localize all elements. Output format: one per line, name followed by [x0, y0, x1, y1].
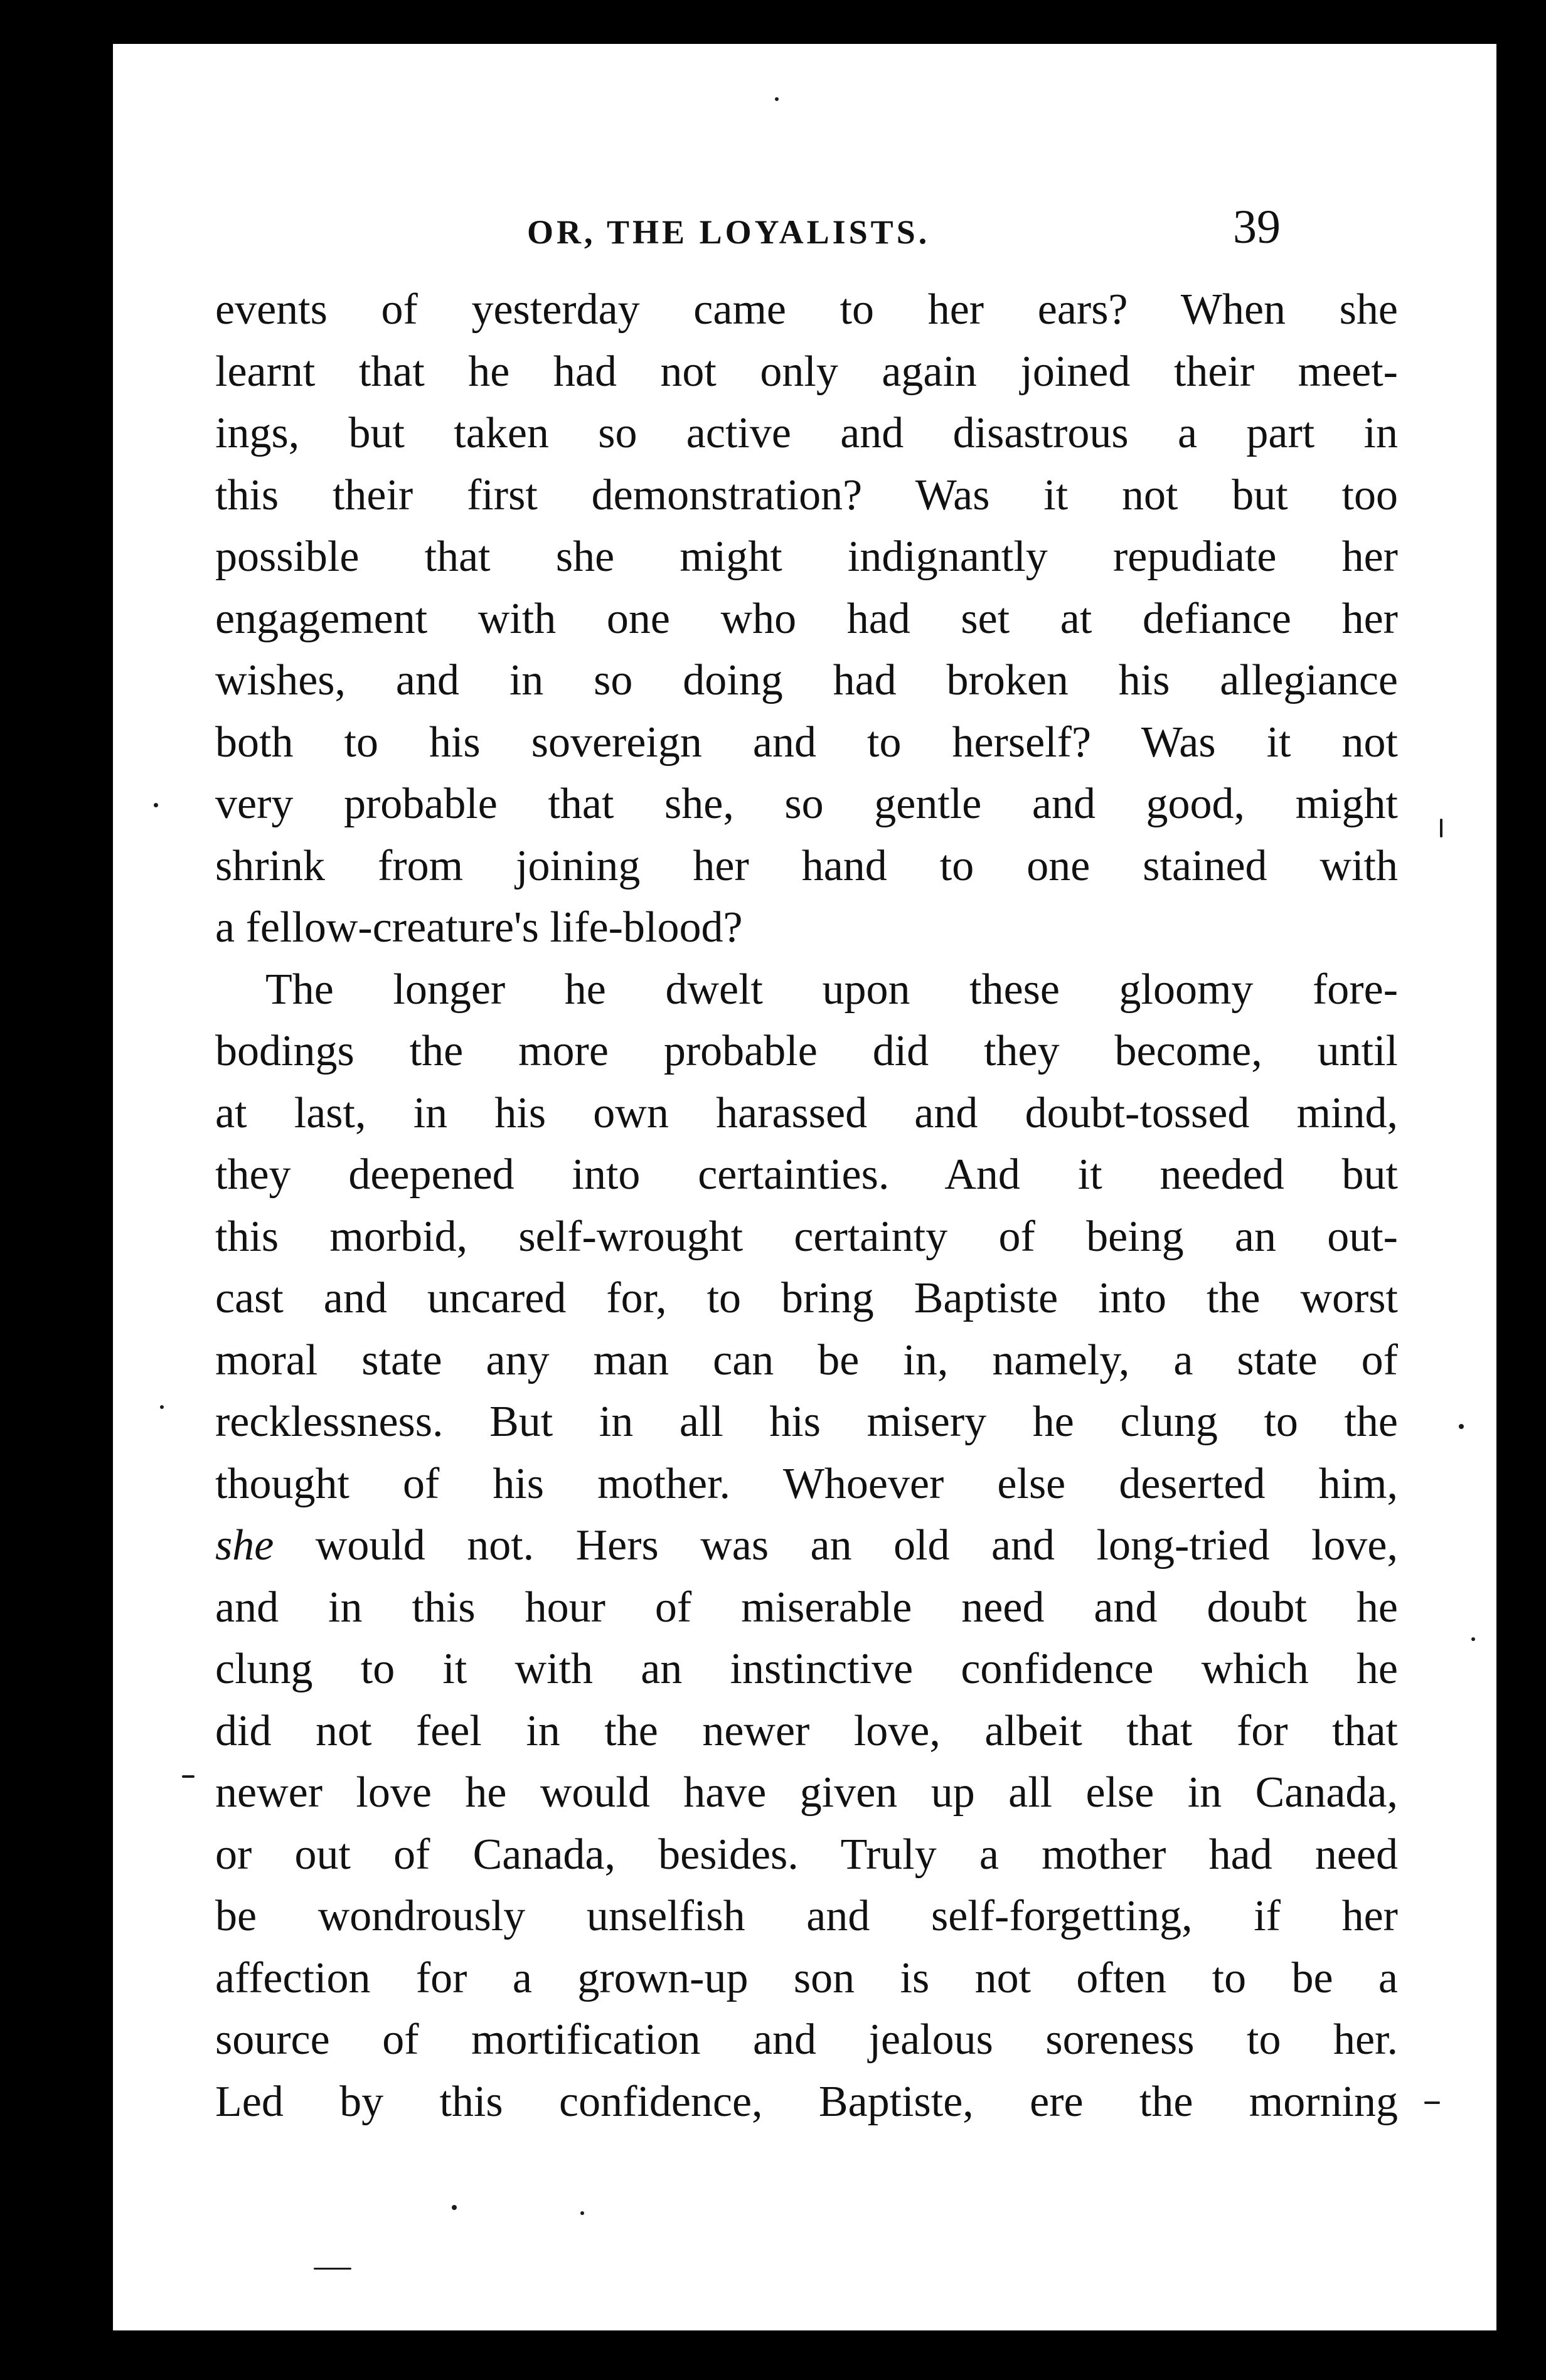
text-line: events of yesterday came to her ears? When she [215, 285, 1398, 334]
text-line: very probable that she, so gentle and good, might [215, 780, 1398, 828]
text-line: and in this hour of miserable need and doubt he [215, 1583, 1398, 1632]
text-line: learnt that he had not only again joined their meet- [215, 347, 1398, 396]
text-line: or out of Canada, besides. Truly a mother had need [215, 1830, 1398, 1879]
running-title: OR, THE LOYALISTS. [527, 213, 930, 251]
scan-speck [314, 2268, 351, 2270]
scan-speck [1440, 819, 1442, 837]
text-line: recklessness. But in all his misery he clung to the [215, 1398, 1398, 1446]
text-line: clung to it with an instinctive confidence which he [215, 1645, 1398, 1693]
text-line: shrink from joining her hand to one stained with [215, 841, 1398, 890]
text-line [215, 1515, 1398, 1577]
text-line: a fellow-creature's life-blood? [215, 903, 743, 952]
book-page [113, 44, 1496, 2330]
running-head [113, 201, 1496, 260]
body-text [215, 279, 1398, 2133]
text-line: source of mortification and jealous soreness to her. [215, 2016, 1398, 2064]
text-line: at last, in his own harassed and doubt-tossed mind, [215, 1088, 1398, 1137]
text-line: they deepened into certainties. And it needed but [215, 1150, 1398, 1199]
text-line: thought of his mother. Whoever else deserted him, [215, 1459, 1398, 1508]
scan-speck [182, 1775, 195, 1778]
text-line: both to his sovereign and to herself? Was it not [215, 718, 1398, 767]
text-line: engagement with one who had set at defiance her [215, 594, 1398, 643]
text-line: wishes, and in so doing had broken his allegiance [215, 656, 1398, 704]
text-line: this their first demonstration? Was it not but too [215, 470, 1398, 519]
scan-speck [580, 2211, 584, 2215]
page-number: 39 [1233, 201, 1281, 253]
scan-speck [1459, 1424, 1464, 1429]
text-line: this morbid, self-wrought certainty of being an out- [215, 1212, 1398, 1261]
scan-speck [160, 1405, 164, 1409]
scan-speck [1424, 2101, 1440, 2104]
paragraph-start-line: The longer he dwelt upon these gloomy fore- [265, 965, 1398, 1014]
text-line: newer love he would have given up all else in Canada, [215, 1768, 1398, 1817]
text-line: bodings the more probable did they become, until [215, 1027, 1398, 1075]
scan-speck [154, 803, 158, 807]
text-line: be wondrously unselfish and self-forgetting, if her [215, 1892, 1398, 1940]
text-line: possible that she might indignantly repudiate her [215, 533, 1398, 581]
text-line: cast and uncared for, to bring Baptiste into the worst [215, 1274, 1398, 1322]
text-line: ings, but taken so active and disastrous a part in [215, 409, 1398, 457]
emphasized-word: she [215, 1521, 274, 1570]
text-line: affection for a grown-up son is not often to be a [215, 1953, 1398, 2002]
scan-speck [775, 97, 779, 101]
scan-speck [1471, 1637, 1475, 1641]
text-line-rest: would not. Hers was an old and long-tried love, [315, 1521, 1398, 1570]
text-line: moral state any man can be in, namely, a state of [215, 1336, 1398, 1384]
text-line: did not feel in the newer love, albeit that for that [215, 1706, 1398, 1755]
text-line: Led by this confidence, Baptiste, ere the morning [215, 2077, 1398, 2126]
scan-speck [452, 2205, 457, 2210]
